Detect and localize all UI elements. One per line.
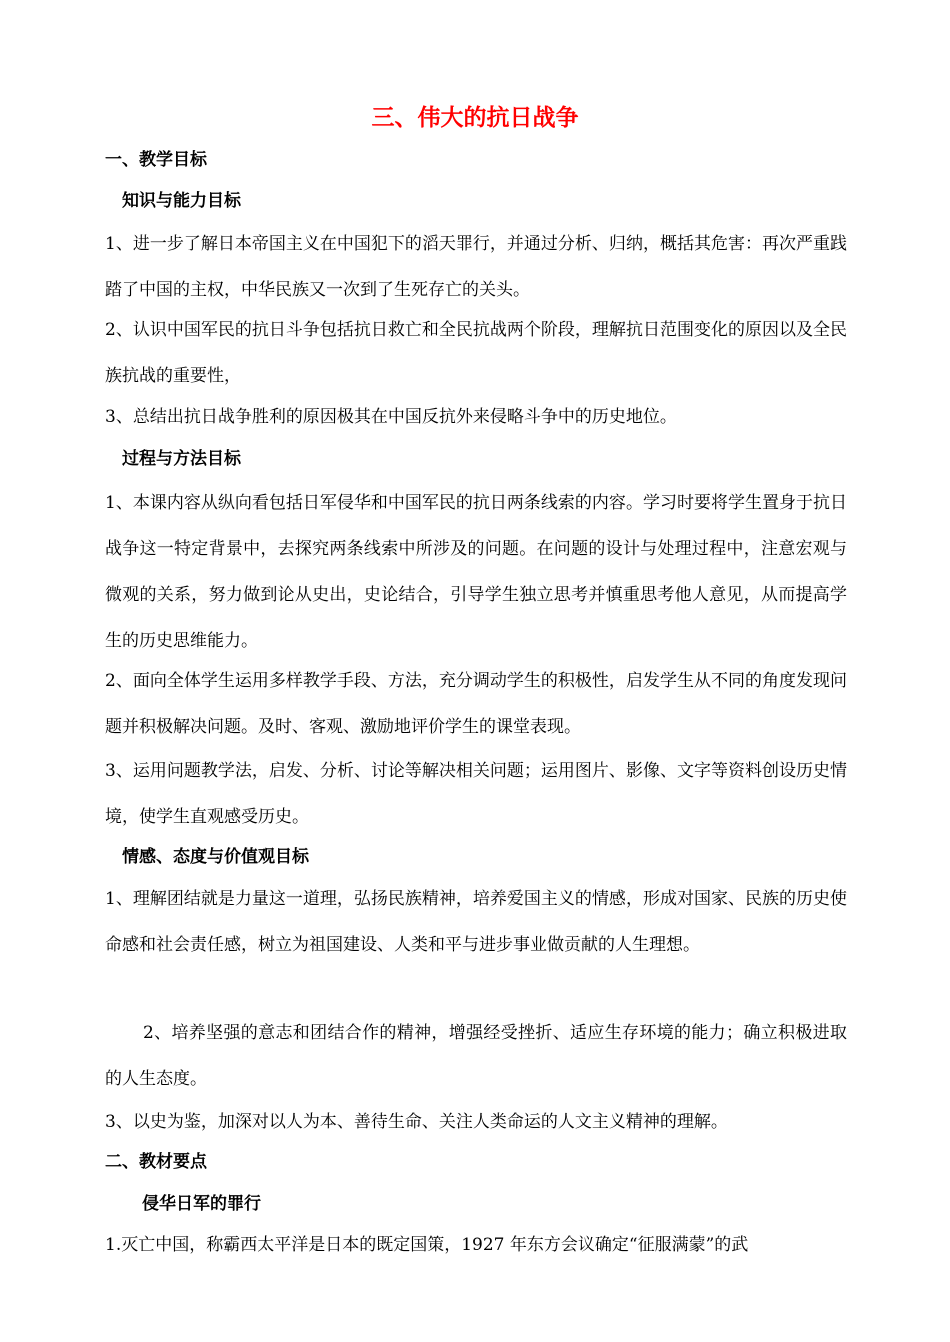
emotion-item-1: 1、理解团结就是力量这一道理，弘扬民族精神，培养爱国主义的情感，形成对国家、民族的历史使命感和社会责任感，树立为祖国建设、人类和平与进步事业做贡献的人生理想。	[105, 889, 847, 955]
emotion-item-2: 2、培养坚强的意志和团结合作的精神，增强经受挫折、适应生存环境的能力；确立积极进取的人生态度。	[105, 1023, 847, 1089]
section-heading-key-points: 二、教材要点	[105, 1152, 207, 1172]
process-item-2: 2、面向全体学生运用多样教学手段、方法，充分调动学生的积极性，启发学生从不同的角度发现问题并积极解决问题。及时、客观、激励地评价学生的课堂表现。	[105, 671, 847, 737]
knowledge-item-3: 3、总结出抗日战争胜利的原因极其在中国反抗外来侵略斗争中的历史地位。	[105, 407, 677, 427]
knowledge-item-2: 2、认识中国军民的抗日斗争包括抗日救亡和全民抗战两个阶段，理解抗日范围变化的原因以及全民族抗战的重要性，	[105, 320, 847, 386]
page-title: 三、伟大的抗日战争	[371, 105, 579, 131]
subheading-knowledge-ability: 知识与能力目标	[122, 191, 241, 211]
crimes-item-1: 1.灭亡中国，称霸西太平洋是日本的既定国策，1927 年东方会议确定“征服满蒙”的武	[105, 1235, 749, 1255]
section-heading-teaching-goals: 一、教学目标	[105, 150, 207, 170]
subheading-japanese-crimes: 侵华日军的罪行	[142, 1194, 261, 1214]
process-item-3: 3、运用问题教学法，启发、分析、讨论等解决相关问题；运用图片、影像、文字等资料创设历史情境，使学生直观感受历史。	[105, 761, 847, 827]
emotion-item-3: 3、以史为鉴，加深对以人为本、善待生命、关注人类命运的人文主义精神的理解。	[105, 1112, 728, 1132]
knowledge-item-1: 1、进一步了解日本帝国主义在中国犯下的滔天罪行，并通过分析、归纳，概括其危害：再次严重践踏了中国的主权，中华民族又一次到了生死存亡的关头。	[105, 234, 847, 300]
process-item-1: 1、本课内容从纵向看包括日军侵华和中国军民的抗日两条线索的内容。学习时要将学生置身于抗日战争这一特定背景中，去探究两条线索中所涉及的问题。在问题的设计与处理过程中，注意宏观与微观的关系，努力做到论从史出，史论结合，引导学生独立思考并慎重思考他人意见，从而提高学生的历史思维能力。	[105, 493, 847, 651]
subheading-process-method: 过程与方法目标	[122, 449, 241, 469]
subheading-emotion-values: 情感、态度与价值观目标	[122, 847, 309, 867]
